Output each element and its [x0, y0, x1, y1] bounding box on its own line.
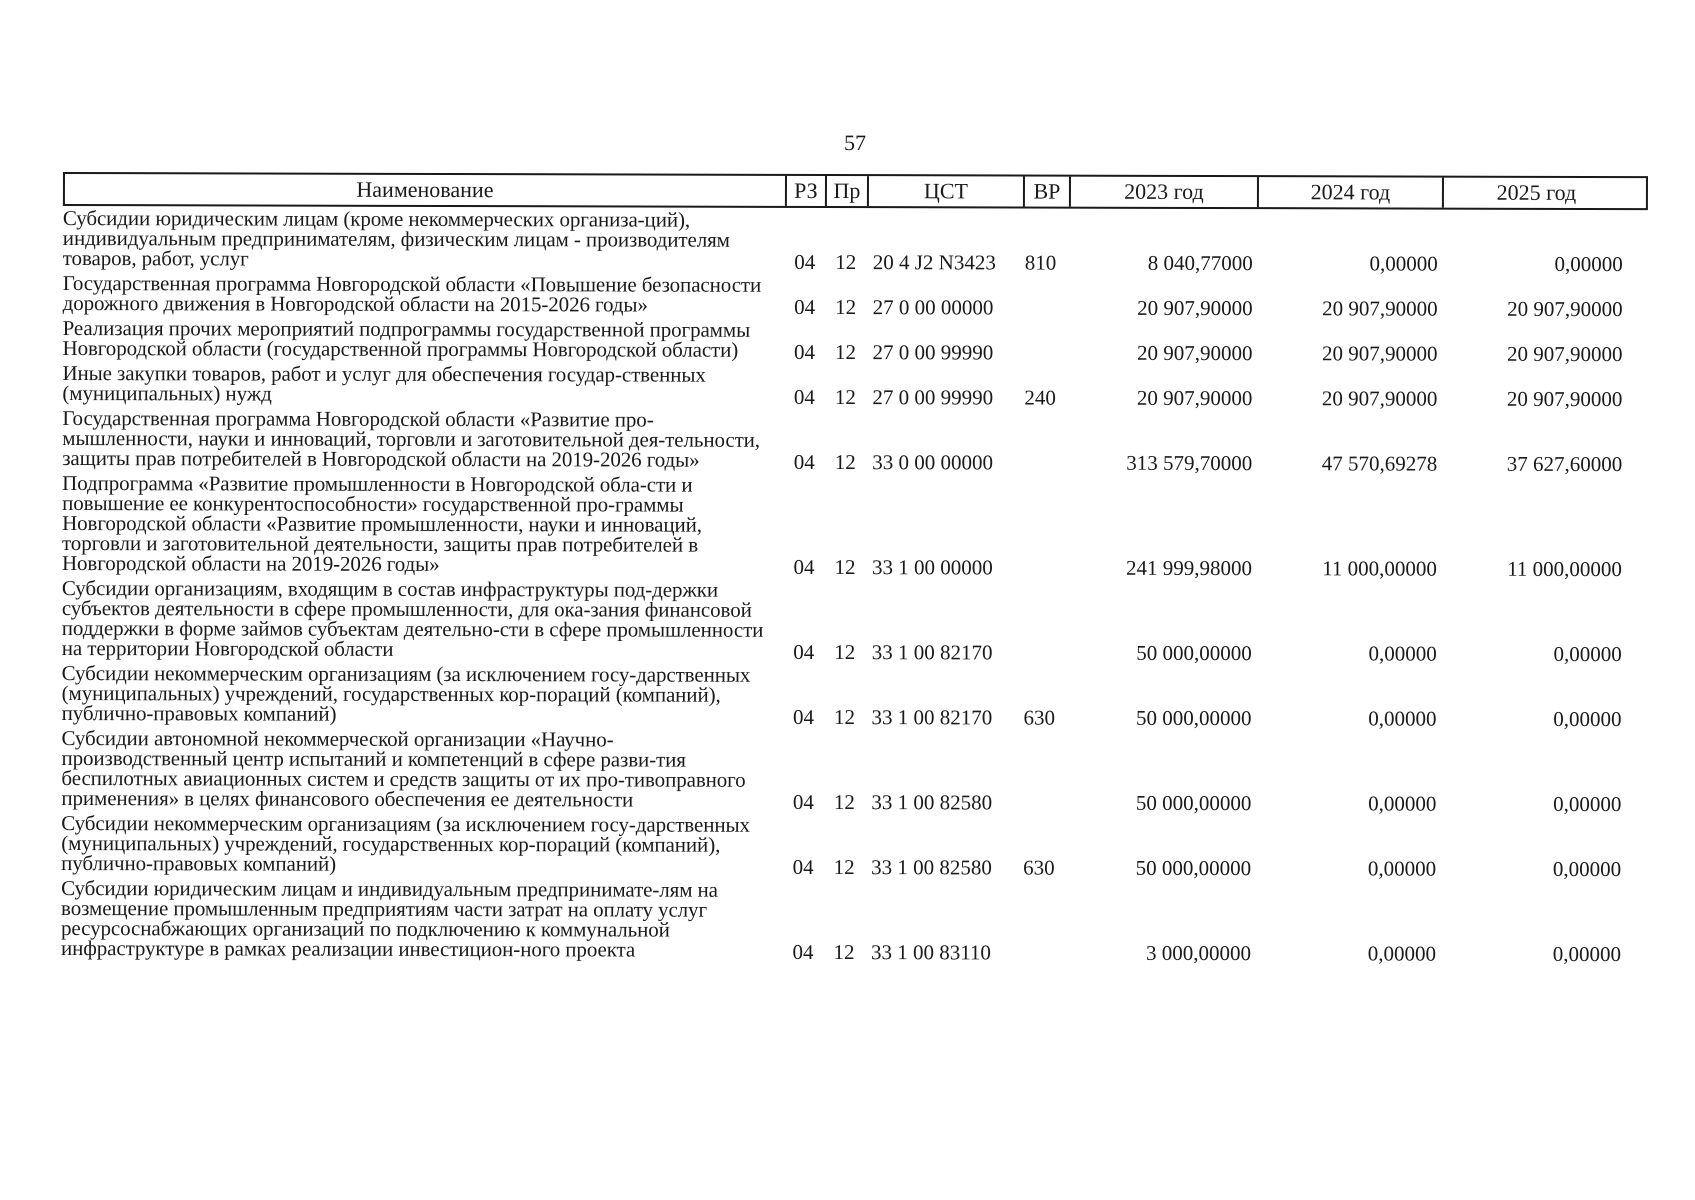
row-rz: 04 — [794, 294, 816, 319]
row-2024: 0,00000 — [1368, 641, 1437, 666]
row-rz: 04 — [794, 249, 816, 274]
table-row — [61, 810, 1646, 882]
header-2023: 2023 год — [1071, 177, 1259, 207]
row-vr: 810 — [1024, 250, 1057, 275]
row-2025: 0,00000 — [1552, 856, 1622, 882]
row-cst: 27 0 00 00000 — [872, 295, 994, 320]
row-cst: 33 1 00 82580 — [871, 790, 993, 815]
row-pr: 12 — [833, 790, 855, 815]
row-vr: 240 — [1024, 385, 1056, 410]
row-cst: 27 0 00 99990 — [872, 385, 994, 410]
row-cst: 33 0 00 00000 — [872, 450, 994, 475]
row-2024: 20 907,90000 — [1321, 386, 1438, 411]
row-2024: 0,00000 — [1368, 791, 1437, 816]
row-rz: 04 — [792, 854, 814, 879]
table-body — [60, 205, 1648, 967]
page-number: 57 — [843, 129, 867, 156]
table-header — [63, 172, 1648, 210]
row-2025: 0,00000 — [1554, 251, 1623, 277]
row-pr: 12 — [835, 250, 857, 275]
table-row — [60, 875, 1646, 967]
header-vr: ВР — [1025, 177, 1071, 207]
header-cst: ЦСТ — [869, 176, 1025, 206]
row-rz: 04 — [792, 789, 814, 814]
row-cst: 33 1 00 82580 — [871, 855, 992, 880]
row-2023: 50 000,00000 — [1135, 855, 1252, 881]
row-2024: 20 907,90000 — [1321, 341, 1438, 366]
row-2023: 8 040,77000 — [1147, 250, 1253, 276]
row-cst: 33 1 00 83110 — [870, 940, 991, 965]
row-2023: 3 000,00000 — [1145, 940, 1251, 966]
row-2024: 20 907,90000 — [1322, 296, 1438, 321]
header-rz: РЗ — [787, 176, 827, 206]
row-name: Субсидии некоммерческим организациям (за исключением госу-дарственных (муниципальных) учреждений, государственных кор-пораций (компаний), публично-правовых компаний) — [61, 810, 750, 876]
row-cst: 33 1 00 00000 — [871, 555, 993, 580]
row-cst: 33 1 00 82170 — [871, 640, 993, 665]
row-2024: 11 000,00000 — [1322, 556, 1437, 581]
table-row — [62, 405, 1647, 477]
row-name: Субсидии некоммерческим организациям (за исключением госу-дарственных (муниципальных) учреждений, государственных кор-пораций (компаний), публично-правовых компаний) — [61, 660, 751, 726]
row-2024: 0,00000 — [1368, 706, 1437, 731]
table-row — [62, 315, 1648, 367]
row-2025: 0,00000 — [1553, 641, 1622, 667]
row-cst: 20 4 J2 N3423 — [872, 250, 996, 275]
row-pr: 12 — [834, 640, 856, 665]
row-rz: 04 — [792, 939, 814, 964]
row-rz: 04 — [794, 339, 816, 364]
row-2023: 20 907,90000 — [1137, 295, 1253, 321]
row-2025: 0,00000 — [1552, 941, 1621, 967]
row-name: Подпрограмма «Развитие промышленности в Новгородской обла-сти и повышение ее конкурентоспособности» государственной про-граммы Новгородской области «Развитие промышленности, науки и инноваций, торговли и заготовительной деятельности, защиты прав потребителей в Новгородской области на 2019-2026 годы» — [61, 470, 702, 576]
row-pr: 12 — [833, 940, 855, 965]
header-name: Наименование — [65, 174, 787, 206]
row-pr: 12 — [834, 340, 857, 365]
row-2023: 20 907,90000 — [1136, 385, 1253, 411]
row-2024: 47 570,69278 — [1321, 451, 1438, 476]
row-2023: 50 000,00000 — [1135, 790, 1252, 816]
row-rz: 04 — [793, 384, 815, 409]
row-2023: 50 000,00000 — [1136, 705, 1252, 731]
row-cst: 27 0 00 99990 — [872, 340, 994, 365]
header-2025: 2025 год — [1496, 179, 1577, 205]
row-name: Субсидии юридическим лицам и индивидуальным предпринимате-лям на возмещение промышленным предприятиям части затрат на оплату услуг ресурсоснабжающих организаций по подключению к коммунальной инфраструктуре в рамках реализации инвестицион-ного проекта — [60, 875, 718, 962]
row-pr: 12 — [834, 450, 856, 475]
row-2025: 0,00000 — [1553, 791, 1622, 817]
header-pr: Пр — [827, 176, 869, 206]
table-row — [61, 470, 1647, 582]
row-rz: 04 — [793, 639, 815, 664]
row-name: Иные закупки товаров, работ и услуг для обеспечения государ-ственных (муниципальных) нужд — [62, 360, 706, 406]
row-2024: 0,00000 — [1367, 856, 1437, 881]
row-name: Государственная программа Новгородской области «Повышение безопасности дорожного движения в Новгородской области на 2015-2026 годы» — [62, 270, 762, 317]
table-row — [62, 205, 1648, 277]
row-rz: 04 — [793, 449, 815, 474]
row-2023: 241 999,98000 — [1125, 555, 1252, 581]
row-2025: 20 907,90000 — [1506, 341, 1623, 367]
table-row — [62, 270, 1648, 322]
row-2024: 0,00000 — [1367, 941, 1436, 966]
row-pr: 12 — [835, 295, 857, 320]
table-row — [61, 575, 1647, 667]
row-rz: 04 — [793, 704, 815, 729]
row-name: Государственная программа Новгородской области «Развитие про-мышленности, науки и инноваций, торговли и заготовительной дея-тельности, защиты прав потребителей в Новгородской области на 2019-2026 годы» — [62, 405, 761, 472]
row-name: Субсидии организациям, входящим в состав инфраструктуры под-держки субъектов деятельности в сфере промышленности, для ока-зания финансовой поддержки в форме займов субъектам деятельно-сти в сфере промышленности на территории Новгородской области — [61, 575, 764, 661]
row-2024: 0,00000 — [1369, 251, 1438, 276]
budget-table — [60, 172, 1648, 967]
row-2025: 20 907,90000 — [1507, 296, 1623, 322]
row-pr: 12 — [834, 705, 856, 730]
row-pr: 12 — [834, 385, 856, 410]
row-pr: 12 — [833, 855, 855, 880]
row-2023: 313 579,70000 — [1126, 450, 1253, 476]
row-vr: 630 — [1023, 705, 1056, 730]
row-2023: 50 000,00000 — [1136, 640, 1252, 666]
row-name: Субсидии автономной некоммерческой организации «Научно-производственный центр испытаний и компетенций в сфере разви-тия беспилотных авиационных систем и средств защиты от их про-тивоправного применения» в целях финансового обеспечения ее деятельности — [61, 725, 746, 812]
row-name: Субсидии юридическим лицам (кроме некоммерческих организа-ций), индивидуальным предпринимателям, физическим лицам - производителям товаров, работ, услуг — [62, 205, 730, 271]
row-2025: 0,00000 — [1553, 706, 1622, 732]
row-2025: 37 627,60000 — [1506, 451, 1623, 477]
table-row — [61, 725, 1646, 817]
header-2024: 2024 год — [1259, 177, 1444, 207]
row-vr: 630 — [1023, 855, 1055, 880]
table-row — [62, 360, 1647, 412]
row-cst: 33 1 00 82170 — [871, 705, 993, 730]
table-row — [61, 660, 1647, 732]
row-name: Реализация прочих мероприятий подпрограммы государственной программы Новгородской области (государственной программы Новгородской области) — [62, 315, 751, 362]
row-pr: 12 — [834, 555, 856, 580]
row-2025: 11 000,00000 — [1507, 556, 1622, 582]
row-2023: 20 907,90000 — [1136, 340, 1253, 366]
row-2025: 20 907,90000 — [1506, 386, 1623, 412]
row-rz: 04 — [793, 554, 815, 579]
